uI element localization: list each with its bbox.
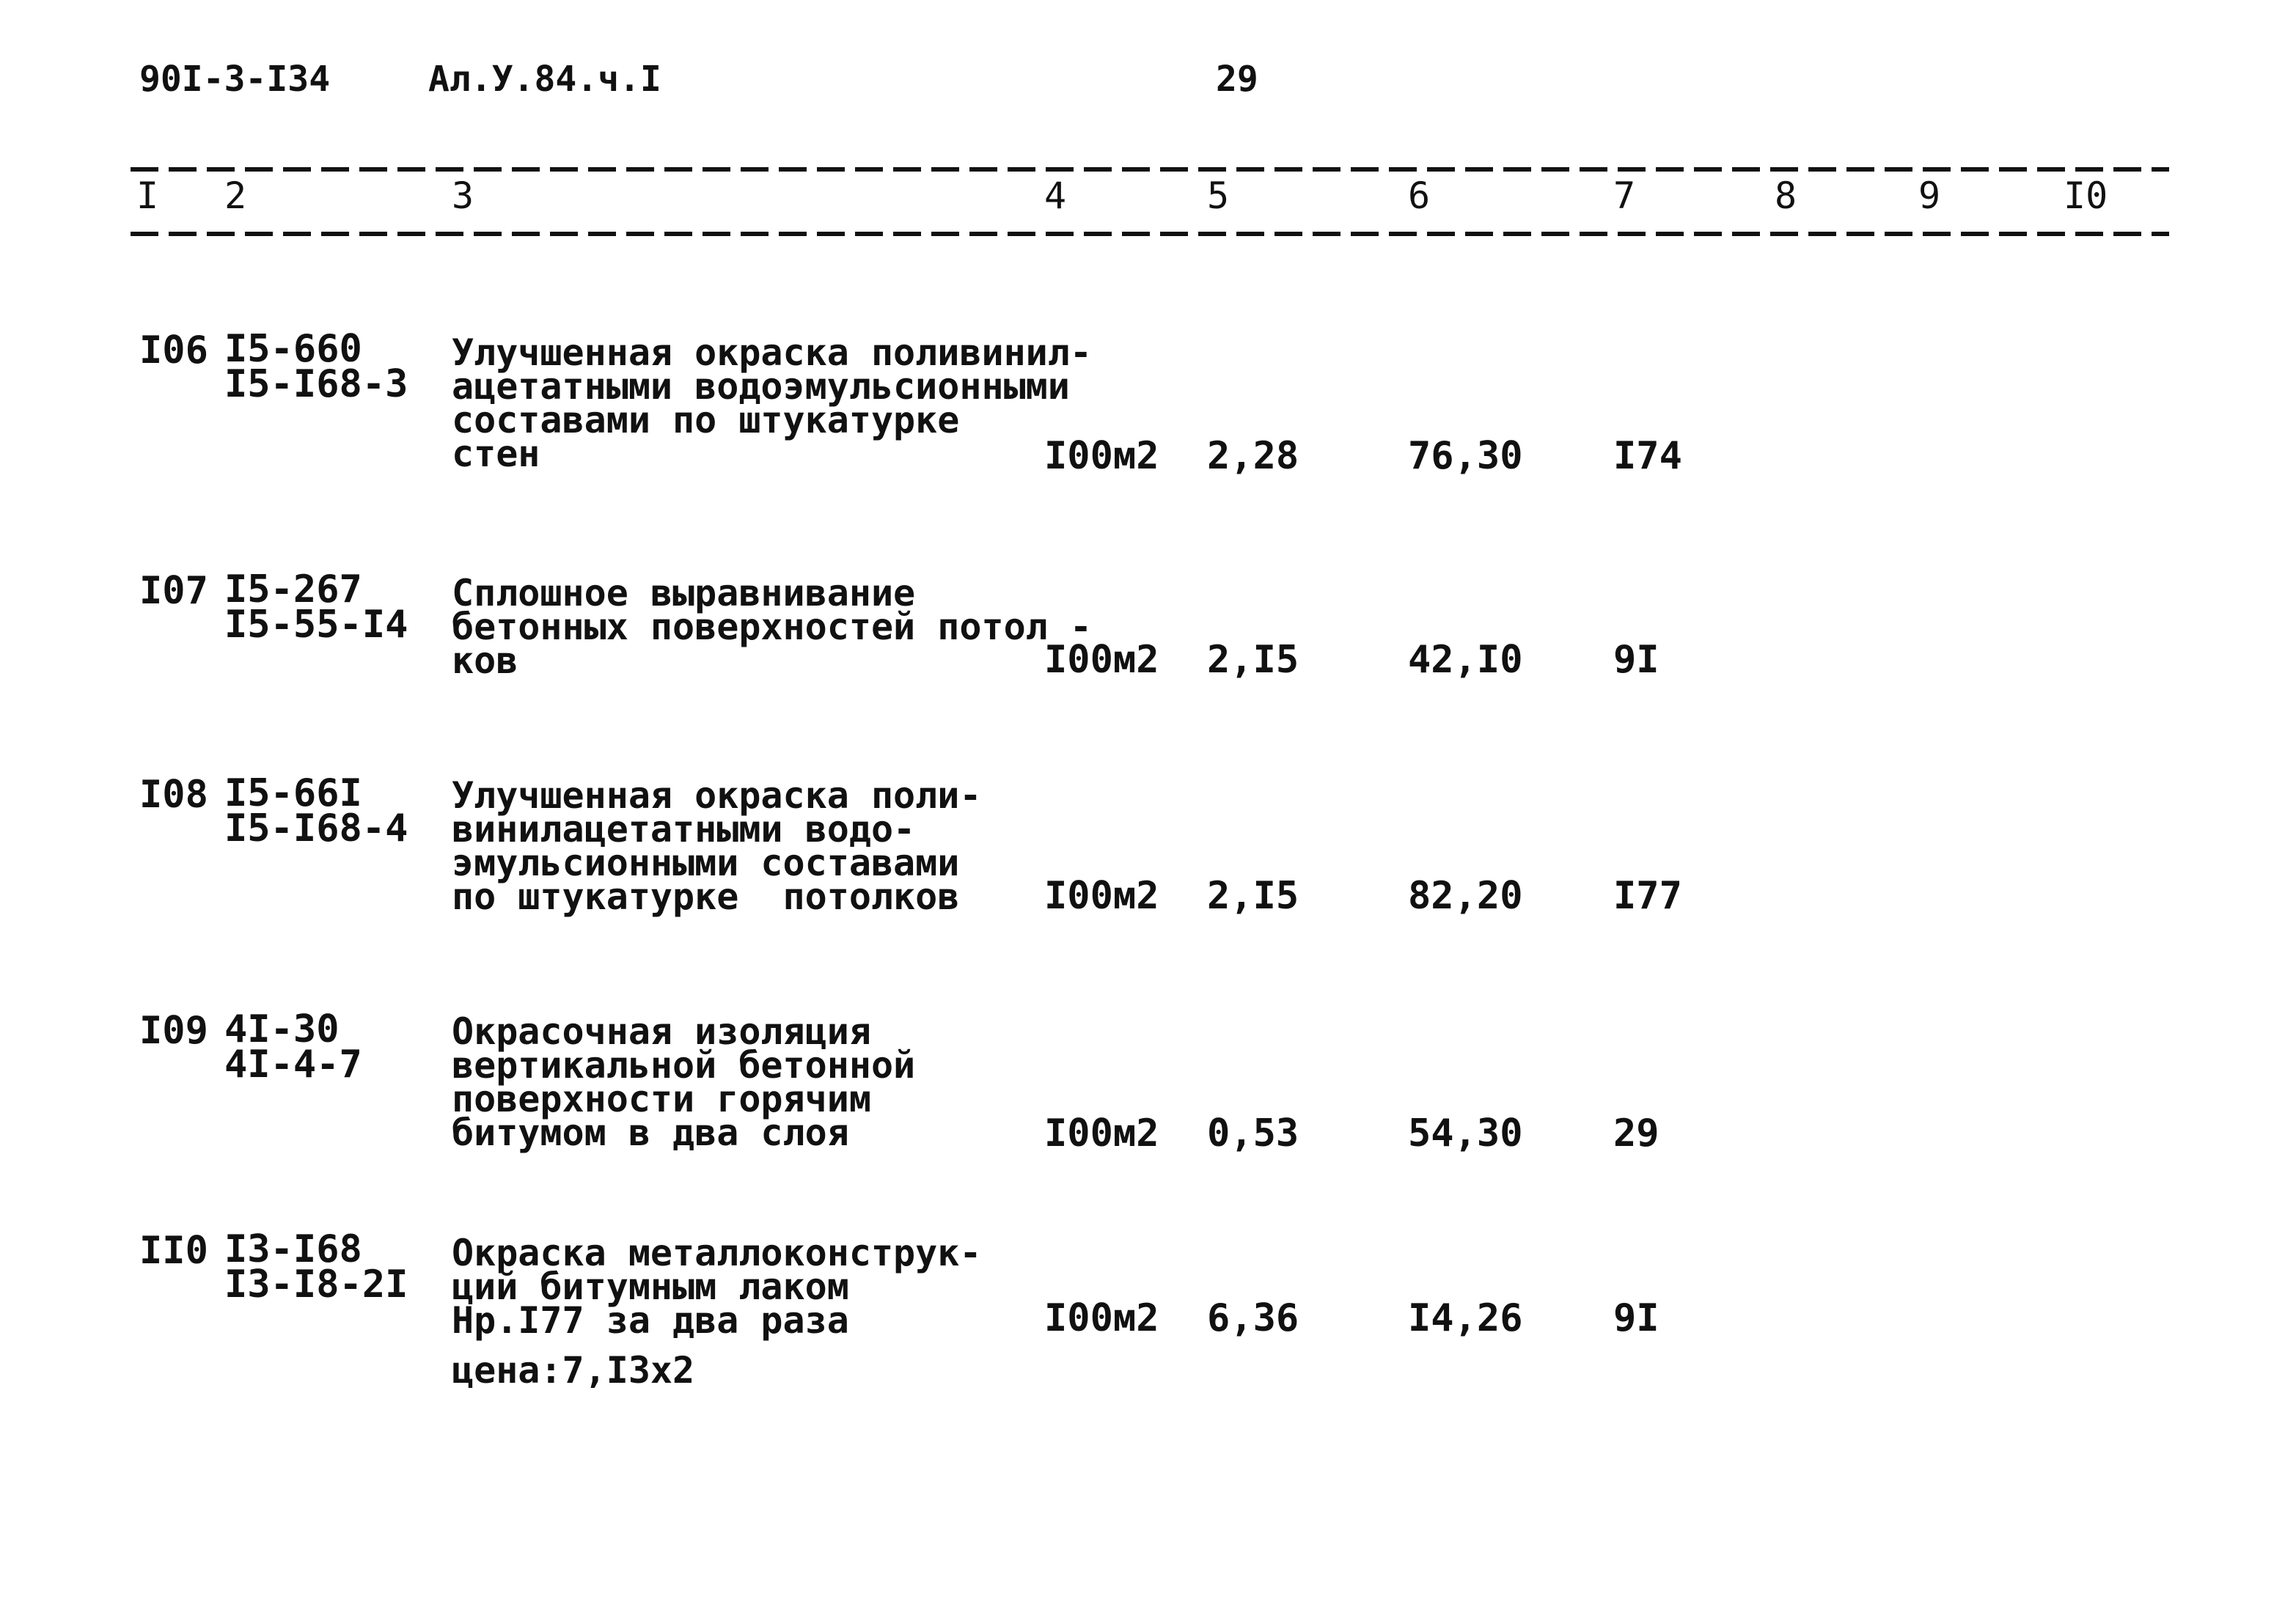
total-cost: 29 bbox=[1613, 1112, 1659, 1155]
quantity: 2,I5 bbox=[1207, 874, 1299, 918]
total-cost: I77 bbox=[1613, 874, 1682, 918]
row-number: I06 bbox=[139, 328, 208, 372]
work-description: Сплошное выравнивание бетонных поверхностей потол - ков bbox=[452, 572, 1092, 682]
album-reference: Ал.У.84.ч.I bbox=[428, 59, 661, 100]
norm-code-secondary: I3-I8-2I bbox=[224, 1263, 408, 1307]
page-number: 29 bbox=[1216, 59, 1258, 100]
unit: I00м2 bbox=[1044, 1112, 1159, 1155]
total-cost: 9I bbox=[1613, 638, 1659, 682]
column-number-9: 9 bbox=[1918, 174, 1941, 217]
price-note: цена:7,I3х2 bbox=[452, 1349, 695, 1392]
unit: I00м2 bbox=[1044, 434, 1159, 478]
unit: I00м2 bbox=[1044, 1296, 1159, 1340]
header-rule-top bbox=[131, 167, 2169, 172]
norm-code-secondary: I5-55-I4 bbox=[224, 603, 408, 647]
unit: I00м2 bbox=[1044, 638, 1159, 682]
column-number-6: 6 bbox=[1408, 174, 1431, 217]
column-number-7: 7 bbox=[1613, 174, 1636, 217]
row-number: I09 bbox=[139, 1009, 208, 1053]
unit: I00м2 bbox=[1044, 874, 1159, 918]
quantity: 0,53 bbox=[1207, 1112, 1299, 1155]
column-number-5: 5 bbox=[1207, 174, 1230, 217]
row-number: II0 bbox=[139, 1229, 208, 1273]
quantity: 2,28 bbox=[1207, 434, 1299, 478]
column-number-3: 3 bbox=[452, 174, 474, 217]
work-description: Улучшенная окраска поли- винилацетатными водо- эмульсионными составами по штукатурке потолков bbox=[452, 774, 982, 918]
quantity: 2,I5 bbox=[1207, 638, 1299, 682]
norm-code-primary: 4I-30 bbox=[224, 1007, 340, 1051]
norm-code-secondary: 4I-4-7 bbox=[224, 1043, 362, 1087]
header-rule-bottom bbox=[131, 232, 2169, 236]
norm-code-primary: I5-660 bbox=[224, 327, 362, 371]
column-number-2: 2 bbox=[224, 174, 247, 217]
column-number-8: 8 bbox=[1775, 174, 1797, 217]
norm-code-primary: I3-I68 bbox=[224, 1227, 362, 1271]
total-cost: 9I bbox=[1613, 1296, 1659, 1340]
norm-code-primary: I5-66I bbox=[224, 771, 362, 815]
unit-price: 54,30 bbox=[1408, 1112, 1523, 1155]
project-code: 90I-3-I34 bbox=[139, 59, 331, 100]
work-description: Окрасочная изоляция вертикальной бетонной поверхности горячим битумом в два слоя bbox=[452, 1010, 916, 1154]
work-description: Улучшенная окраска поливинил- ацетатными водоэмульсионными составами по штукатурке стен bbox=[452, 331, 1092, 475]
column-number-10: I0 bbox=[2064, 174, 2108, 217]
column-number-1: I bbox=[136, 174, 159, 217]
norm-code-primary: I5-267 bbox=[224, 567, 362, 611]
row-number: I07 bbox=[139, 569, 208, 613]
work-description: Окраска металлоконструк- ций битумным лаком Нр.I77 за два раза bbox=[452, 1232, 982, 1342]
quantity: 6,36 bbox=[1207, 1296, 1299, 1340]
row-number: I08 bbox=[139, 773, 208, 817]
total-cost: I74 bbox=[1613, 434, 1682, 478]
unit-price: 82,20 bbox=[1408, 874, 1523, 918]
norm-code-secondary: I5-I68-3 bbox=[224, 362, 408, 406]
column-number-4: 4 bbox=[1044, 174, 1067, 217]
unit-price: 76,30 bbox=[1408, 434, 1523, 478]
unit-price: 42,I0 bbox=[1408, 638, 1523, 682]
norm-code-secondary: I5-I68-4 bbox=[224, 806, 408, 850]
unit-price: I4,26 bbox=[1408, 1296, 1523, 1340]
